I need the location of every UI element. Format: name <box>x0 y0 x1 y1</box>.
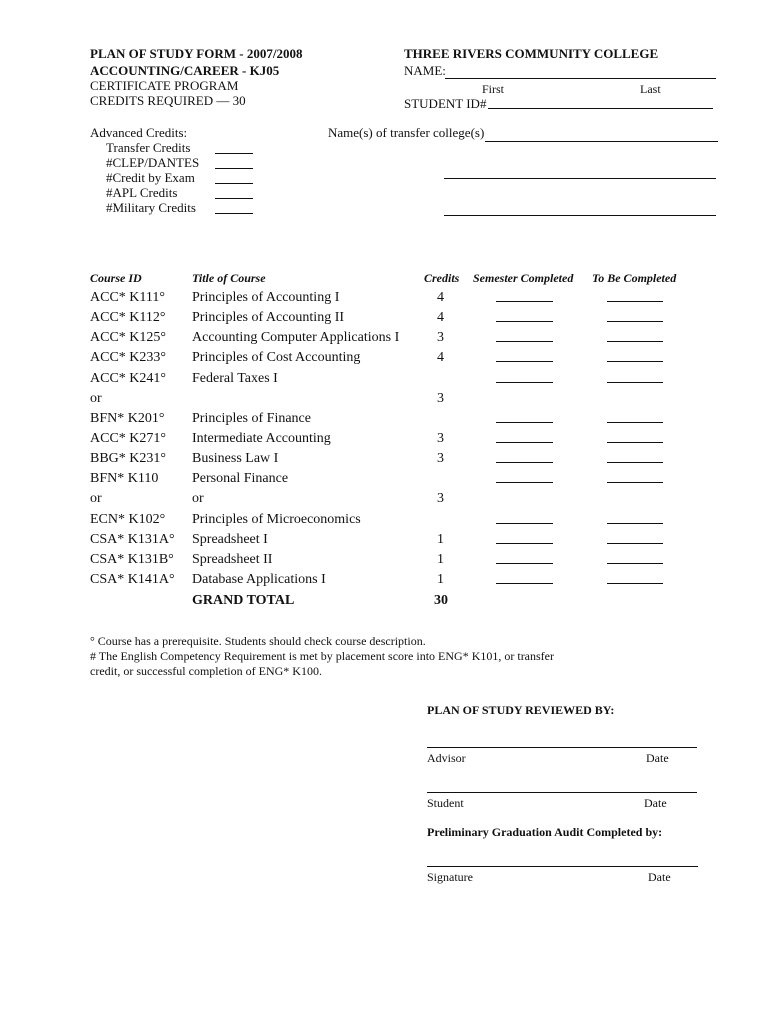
audit-heading: Preliminary Graduation Audit Completed by: <box>427 825 663 839</box>
course-credits: 1 <box>437 532 444 547</box>
to-be-completed-field[interactable] <box>607 301 663 302</box>
course-credits: 3 <box>437 330 444 345</box>
course-id: or <box>90 391 102 406</box>
course-credits: 1 <box>437 552 444 567</box>
course-title: Spreadsheet I <box>192 532 268 547</box>
course-credits: 3 <box>437 431 444 446</box>
to-be-completed-field[interactable] <box>607 442 663 443</box>
to-be-completed-field[interactable] <box>607 543 663 544</box>
table-row <box>0 451 770 471</box>
transfer-college-field-2[interactable] <box>444 178 716 179</box>
table-row <box>0 512 770 532</box>
semester-completed-field[interactable] <box>496 382 553 383</box>
apl-credits-field[interactable] <box>215 198 253 199</box>
advanced-item: #Credit by Exam <box>106 170 195 185</box>
clep-dantes-field[interactable] <box>215 168 253 169</box>
semester-completed-field[interactable] <box>496 523 553 524</box>
course-credits: 4 <box>437 290 444 305</box>
course-id: BFN* K201° <box>90 411 165 426</box>
header-to-be-completed: To Be Completed <box>592 271 677 285</box>
advisor-label: Advisor <box>427 751 466 765</box>
course-credits: 3 <box>437 391 444 406</box>
table-row <box>0 431 770 451</box>
course-title: Spreadsheet II <box>192 552 273 567</box>
grand-total-label: GRAND TOTAL <box>192 593 295 608</box>
course-id: ACC* K233° <box>90 350 166 365</box>
student-id-label: STUDENT ID# <box>404 96 487 111</box>
course-id: or <box>90 491 102 506</box>
military-credits-field[interactable] <box>215 213 253 214</box>
name-label: NAME: <box>404 63 446 78</box>
course-credits: 4 <box>437 350 444 365</box>
credit-by-exam-field[interactable] <box>215 183 253 184</box>
table-row <box>0 471 770 491</box>
semester-completed-field[interactable] <box>496 543 553 544</box>
advanced-item: #APL Credits <box>106 185 178 200</box>
to-be-completed-field[interactable] <box>607 341 663 342</box>
transfer-college-field[interactable] <box>485 141 718 142</box>
table-row <box>0 572 770 592</box>
course-credits: 1 <box>437 572 444 587</box>
semester-completed-field[interactable] <box>496 301 553 302</box>
table-row <box>0 391 770 411</box>
course-title: Principles of Cost Accounting <box>192 350 361 365</box>
semester-completed-field[interactable] <box>496 482 553 483</box>
last-name-label: Last <box>640 82 661 96</box>
course-title: or <box>192 491 204 506</box>
english-note-line1: # The English Competency Requirement is met by placement score into ENG* K101, or transfer <box>90 649 554 663</box>
course-title: Database Applications I <box>192 572 326 587</box>
table-row <box>0 350 770 370</box>
header-credits: Credits <box>424 271 460 285</box>
table-row <box>0 371 770 391</box>
semester-completed-field[interactable] <box>496 341 553 342</box>
course-id: ACC* K241° <box>90 371 166 386</box>
transfer-college-field-3[interactable] <box>444 215 716 216</box>
semester-completed-field[interactable] <box>496 422 553 423</box>
semester-completed-field[interactable] <box>496 583 553 584</box>
to-be-completed-field[interactable] <box>607 462 663 463</box>
semester-completed-field[interactable] <box>496 321 553 322</box>
table-row <box>0 330 770 350</box>
header-course-id: Course ID <box>90 271 142 285</box>
table-row <box>0 290 770 310</box>
to-be-completed-field[interactable] <box>607 382 663 383</box>
course-id: ACC* K112° <box>90 310 166 325</box>
course-title: Federal Taxes I <box>192 371 278 386</box>
student-signature-line[interactable] <box>427 792 697 793</box>
course-id: CSA* K131B° <box>90 552 174 567</box>
course-id: CSA* K141A° <box>90 572 175 587</box>
course-id: ACC* K271° <box>90 431 166 446</box>
program-code: ACCOUNTING/CAREER - KJ05 <box>90 63 280 78</box>
to-be-completed-field[interactable] <box>607 422 663 423</box>
name-field[interactable] <box>445 78 716 79</box>
semester-completed-field[interactable] <box>496 563 553 564</box>
student-label: Student <box>427 796 464 810</box>
advanced-item: #CLEP/DANTES <box>106 155 200 170</box>
table-row <box>0 411 770 431</box>
course-title: Business Law I <box>192 451 279 466</box>
course-credits: 3 <box>437 491 444 506</box>
table-row <box>0 552 770 572</box>
transfer-college-label: Name(s) of transfer college(s) <box>328 125 485 140</box>
advisor-signature-line[interactable] <box>427 747 697 748</box>
to-be-completed-field[interactable] <box>607 583 663 584</box>
course-title: Principles of Microeconomics <box>192 512 361 527</box>
review-heading: PLAN OF STUDY REVIEWED BY: <box>427 703 615 717</box>
signature-date-label: Date <box>648 870 671 884</box>
advisor-date-label: Date <box>646 751 669 765</box>
semester-completed-field[interactable] <box>496 361 553 362</box>
english-note-line2: credit, or successful completion of ENG* K100. <box>90 664 322 678</box>
audit-signature-line[interactable] <box>427 866 698 867</box>
course-id: ECN* K102° <box>90 512 166 527</box>
header-title: Title of Course <box>192 271 266 285</box>
course-title: Intermediate Accounting <box>192 431 331 446</box>
table-row <box>0 532 770 552</box>
student-date-label: Date <box>644 796 667 810</box>
semester-completed-field[interactable] <box>496 442 553 443</box>
advanced-credits-heading: Advanced Credits: <box>90 125 188 140</box>
to-be-completed-field[interactable] <box>607 523 663 524</box>
transfer-credits-field[interactable] <box>215 153 253 154</box>
to-be-completed-field[interactable] <box>607 482 663 483</box>
header-semester-completed: Semester Completed <box>473 271 574 285</box>
grand-total-value: 30 <box>434 593 448 608</box>
advanced-item: Transfer Credits <box>106 140 191 155</box>
course-id: CSA* K131A° <box>90 532 175 547</box>
semester-completed-field[interactable] <box>496 462 553 463</box>
course-title: Accounting Computer Applications I <box>192 330 400 345</box>
course-id: ACC* K125° <box>90 330 166 345</box>
to-be-completed-field[interactable] <box>607 321 663 322</box>
course-id: ACC* K111° <box>90 290 165 305</box>
course-credits: 4 <box>437 310 444 325</box>
course-id: BFN* K110 <box>90 471 159 486</box>
to-be-completed-field[interactable] <box>607 361 663 362</box>
program-type: CERTIFICATE PROGRAM <box>90 78 239 93</box>
advanced-item: #Military Credits <box>106 200 196 215</box>
course-credits: 3 <box>437 451 444 466</box>
to-be-completed-field[interactable] <box>607 563 663 564</box>
course-title: Principles of Finance <box>192 411 311 426</box>
credits-required: CREDITS REQUIRED — 30 <box>90 93 246 108</box>
table-row <box>0 310 770 330</box>
form-title: PLAN OF STUDY FORM - 2007/2008 <box>90 46 303 61</box>
first-name-label: First <box>482 82 505 96</box>
course-title: Principles of Accounting II <box>192 310 345 325</box>
prerequisite-note: ° Course has a prerequisite. Students should check course description. <box>90 634 426 648</box>
course-title: Principles of Accounting I <box>192 290 340 305</box>
student-id-field[interactable] <box>488 108 713 109</box>
signature-label: Signature <box>427 870 473 884</box>
grand-total-row <box>0 593 770 613</box>
course-title: Personal Finance <box>192 471 289 486</box>
college-name: THREE RIVERS COMMUNITY COLLEGE <box>404 46 659 61</box>
table-row <box>0 491 770 511</box>
course-id: BBG* K231° <box>90 451 166 466</box>
